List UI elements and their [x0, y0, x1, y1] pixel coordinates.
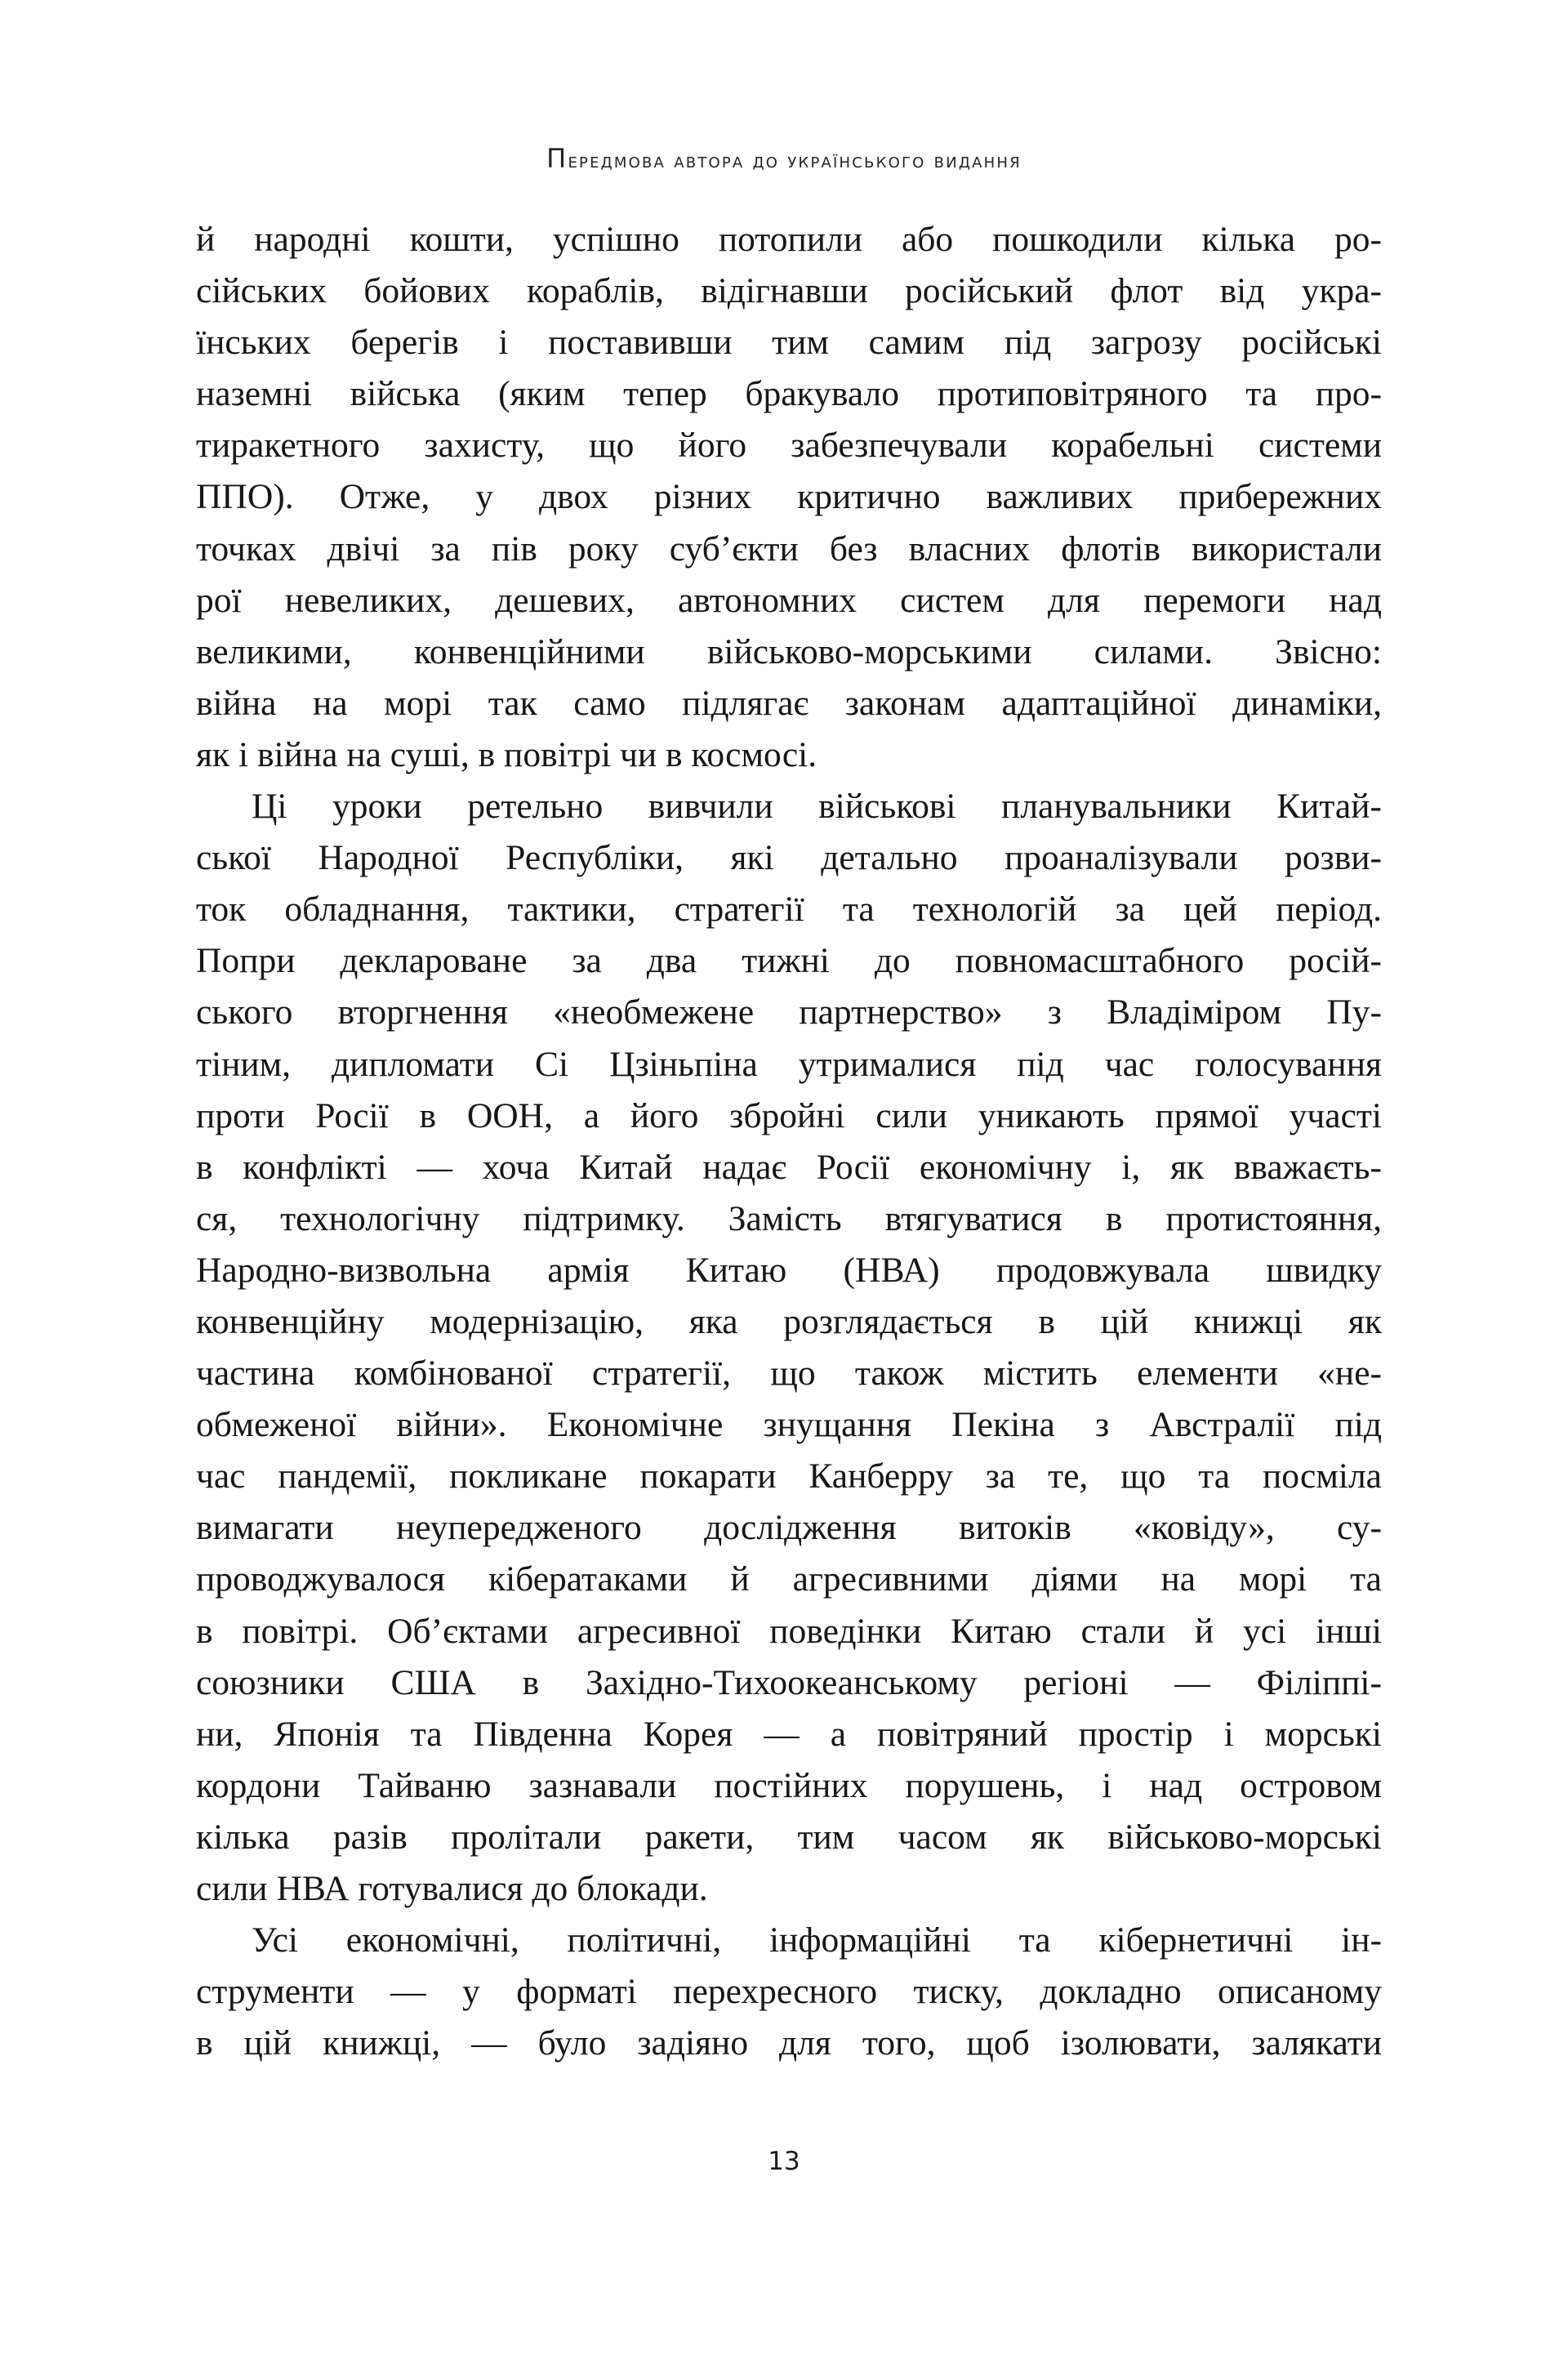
text-line: ся, технологічну підтримку. Замість втягуватися в протистояння, — [196, 1198, 1382, 1238]
paragraph-3 — [196, 1915, 1382, 2069]
text-line: ни, Японія та Південна Корея — а повітряний простір і морські — [196, 1714, 1382, 1754]
text-line: як і війна на суші, в повітрі чи в космосі. — [196, 734, 817, 774]
text-line: сили НВА готувалися до блокади. — [196, 1869, 708, 1908]
text-line: тиракетного захисту, що його забезпечували корабельні системи — [196, 426, 1382, 466]
text-line: кілька разів пролітали ракети, тим часом як військово-морські — [196, 1817, 1382, 1857]
text-line: наземні війська (яким тепер бракувало протиповітряного та про- — [196, 374, 1382, 414]
text-line: кордони Тайваню зазнавали постійних порушень, і над островом — [196, 1765, 1382, 1805]
text-line: струменти — у форматі перехресного тиску, докладно описаному — [196, 1972, 1382, 2012]
text-line: частина комбінованої стратегії, що також містить елементи «не- — [196, 1354, 1382, 1394]
text-line: й народні кошти, успішно потопили або пошкодили кілька ро- — [196, 220, 1382, 259]
text-line: проводжувалося кібератаками й агресивними діями на морі та — [196, 1559, 1382, 1599]
text-line: проти Росії в ООН, а його збройні сили уникають прямої участі — [196, 1095, 1382, 1135]
text-line: Усі економічні, політичні, інформаційні та кібернетичні ін- — [252, 1920, 1382, 1960]
text-line: війна на морі так само підлягає законам адаптаційної динаміки, — [196, 683, 1382, 723]
paragraph-1 — [196, 214, 1382, 781]
running-head-initial: П — [546, 143, 568, 174]
text-line: ського вторгнення «необмежене партнерство» з Владіміром Пу- — [196, 992, 1382, 1033]
text-line: обмеженої війни». Економічне знущання Пекіна з Австралії під — [196, 1405, 1382, 1445]
text-line: точках двічі за пів року суб’єкти без власних флотів використали — [196, 529, 1382, 569]
running-head — [0, 142, 1568, 177]
text-line: ської Народної Республіки, які детально проаналізували розви- — [196, 838, 1382, 878]
text-line: в цій книжці, — було задіяно для того, щоб ізолювати, залякати — [196, 2023, 1382, 2063]
text-line: тіним, дипломати Сі Цзіньпіна утрималися під час голосування — [196, 1044, 1382, 1084]
text-line: союзники США в Західно-Тихоокеанському регіоні — Філіппі- — [196, 1662, 1382, 1702]
paragraph-2 — [196, 781, 1382, 1915]
text-line: Народно-визвольна армія Китаю (НВА) продовжувала швидку — [196, 1250, 1382, 1290]
body-text — [196, 214, 1382, 2069]
text-line: рої невеликих, дешевих, автономних систем для перемоги над — [196, 580, 1382, 620]
text-line: вимагати неупередженого дослідження витоків «ковіду», су- — [196, 1508, 1382, 1548]
text-line: сійських бойових кораблів, відігнавши російський флот від укра- — [196, 271, 1382, 311]
page-number: 13 — [768, 2147, 800, 2176]
text-line: Попри деклароване за два тижні до повномасштабного росій- — [196, 941, 1382, 981]
text-line: в повітрі. Об’єктами агресивної поведінки Китаю стали й усі інші — [196, 1611, 1382, 1651]
text-line: великими, конвенційними військово-морськими силами. Звісно: — [196, 631, 1382, 671]
text-line: ток обладнання, тактики, стратегії та технологій за цей період. — [196, 890, 1382, 930]
running-head-text: ередмова автора до українського видання — [568, 149, 1022, 172]
text-line: в конфлікті — хоча Китай надає Росії економічну і, як вважаєть- — [196, 1147, 1382, 1187]
text-line: Ці уроки ретельно вивчили військові планувальники Китай- — [252, 787, 1382, 827]
text-line: їнських берегів і поставивши тим самим під загрозу російські — [196, 323, 1382, 363]
text-line: час пандемії, покликане покарати Канберру за те, що та посміла — [196, 1456, 1382, 1496]
text-line: ППО). Отже, у двох різних критично важливих прибережних — [196, 477, 1382, 517]
text-line: конвенційну модернізацію, яка розглядається в цій книжці як — [196, 1301, 1382, 1341]
